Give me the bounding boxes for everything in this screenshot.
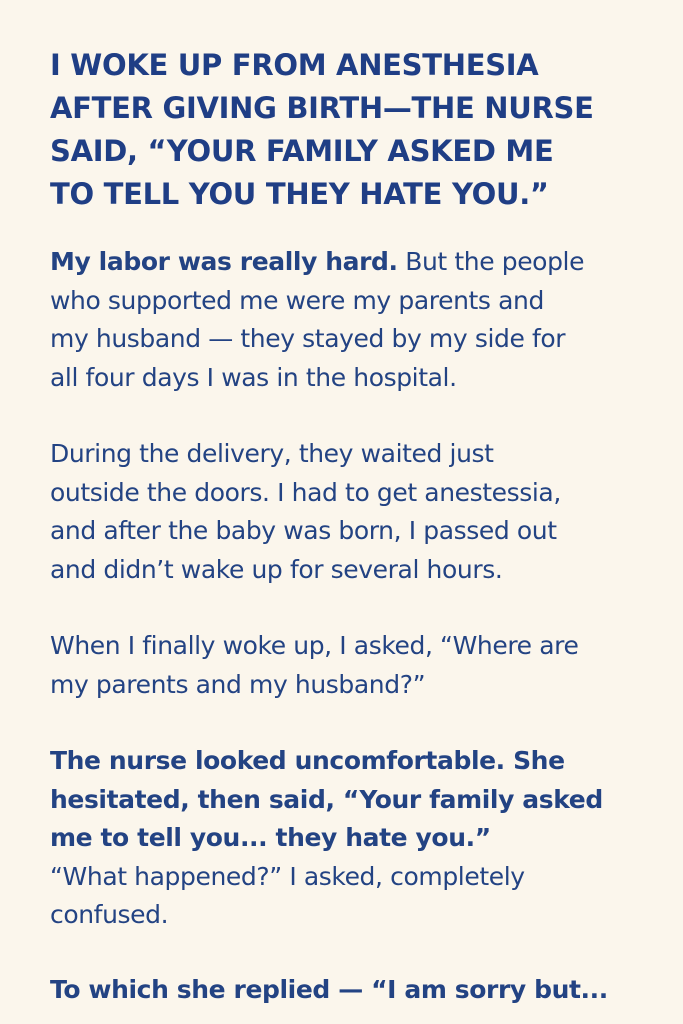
paragraph-line: outside the doors. I had to get anestessia, — [50, 477, 561, 507]
headline — [50, 44, 650, 216]
story-card — [50, 44, 650, 1009]
paragraph-line: me to tell you... they hate you.” — [50, 823, 491, 852]
headline-line: I WOKE UP FROM ANESTHESIA — [50, 48, 539, 82]
paragraph-nurse — [50, 742, 650, 858]
paragraph-cliffhanger — [50, 971, 650, 1010]
paragraph-line: who supported me were my parents and — [50, 285, 544, 315]
paragraph-line: all four days I was in the hospital. — [50, 362, 457, 392]
headline-line: SAID, “YOUR FAMILY ASKED ME — [50, 134, 554, 168]
paragraph-woke-up — [50, 627, 650, 704]
paragraph-line: hesitated, then said, “Your family asked — [50, 784, 603, 814]
paragraph-line: confused. — [50, 900, 169, 929]
paragraph-line: When I finally woke up, I asked, “Where are — [50, 631, 579, 660]
sentence-continuation: But the people — [397, 247, 585, 276]
paragraph-line: The nurse looked uncomfortable. She — [50, 746, 565, 775]
paragraph-line: my husband — they stayed by my side for — [50, 324, 566, 353]
paragraph-line: my parents and my husband?” — [50, 669, 426, 699]
paragraph-question — [50, 858, 650, 935]
paragraph-delivery — [50, 435, 650, 589]
paragraph-line — [50, 243, 650, 282]
paragraph-line: and didn’t wake up for several hours. — [50, 554, 503, 584]
headline-line: TO TELL YOU THEY HATE YOU.” — [50, 177, 549, 211]
headline-line: AFTER GIVING BIRTH—THE NURSE — [50, 91, 594, 125]
paragraph-line: During the delivery, they waited just — [50, 439, 494, 468]
lead-sentence: My labor was really hard. — [50, 247, 398, 276]
paragraph-line: To which she replied — “I am sorry but... — [50, 974, 608, 1004]
paragraph-line: and after the baby was born, I passed out — [50, 516, 557, 545]
paragraph-line: “What happened?” I asked, completely — [50, 861, 525, 891]
paragraph-labor — [50, 243, 650, 397]
